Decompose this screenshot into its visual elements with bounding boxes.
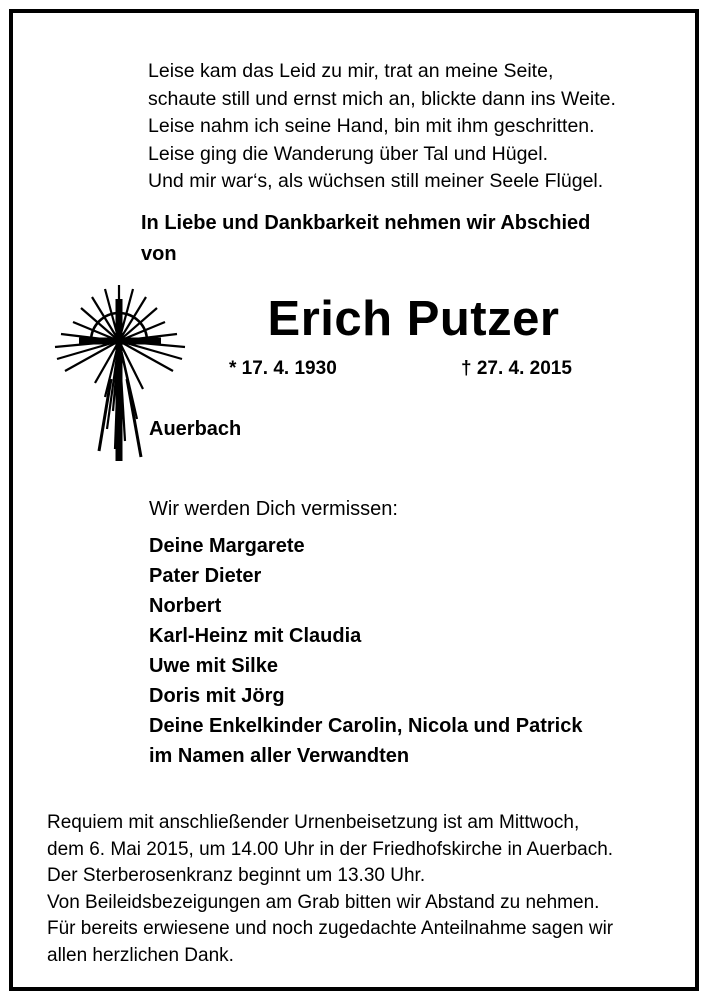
service-line: Der Sterberosenkranz beginnt um 13.30 Uhr. — [47, 865, 426, 886]
poem-line: Leise nahm ich seine Hand, bin mit ihm geschritten. — [148, 115, 595, 137]
deceased-name: Erich Putzer — [267, 292, 560, 346]
service-details — [47, 810, 687, 969]
poem-line: Leise ging die Wanderung über Tal und Hügel. — [148, 142, 549, 165]
intro-line: von — [141, 243, 177, 265]
notice-body — [13, 13, 695, 987]
mourners-list — [149, 531, 689, 771]
page-border — [9, 9, 699, 991]
list-item: Doris mit Jörg — [149, 685, 285, 707]
poem-block — [148, 58, 678, 196]
list-item: Deine Enkelkinder Carolin, Nicola und Patrick — [149, 715, 583, 737]
place-name: Auerbach — [149, 418, 242, 440]
birth-date: * 17. 4. 1930 — [229, 358, 337, 379]
poem-line: Leise kam das Leid zu mir, trat an meine Seite, — [148, 60, 554, 82]
list-item: Norbert — [149, 595, 222, 617]
death-date: † 27. 4. 2015 — [461, 358, 572, 379]
service-line: allen herzlichen Dank. — [47, 944, 234, 966]
poem-line: schaute still und ernst mich an, blickte dann ins Weite. — [148, 87, 616, 110]
list-item: Deine Margarete — [149, 535, 305, 557]
service-line: Requiem mit anschließender Urnenbeisetzung ist am Mittwoch, — [47, 812, 580, 833]
service-line: dem 6. Mai 2015, um 14.00 Uhr in der Friedhofskirche in Auerbach. — [47, 838, 614, 860]
list-item: Pater Dieter — [149, 565, 262, 587]
intro-line: In Liebe und Dankbarkeit nehmen wir Abschied — [141, 212, 591, 234]
poem-line: Und mir war‘s, als wüchsen still meiner Seele Flügel. — [148, 170, 604, 192]
service-line: Von Beileidsbezeigungen am Grab bitten wir Abstand zu nehmen. — [47, 891, 600, 913]
intro-block — [141, 208, 686, 270]
list-item: im Namen aller Verwandten — [149, 745, 410, 767]
list-item: Uwe mit Silke — [149, 655, 278, 677]
mourners-heading: Wir werden Dich vermissen: — [149, 498, 398, 520]
list-item: Karl-Heinz mit Claudia — [149, 625, 362, 647]
service-line: Für bereits erwiesene und noch zugedachte Anteilnahme sagen wir — [47, 918, 614, 939]
